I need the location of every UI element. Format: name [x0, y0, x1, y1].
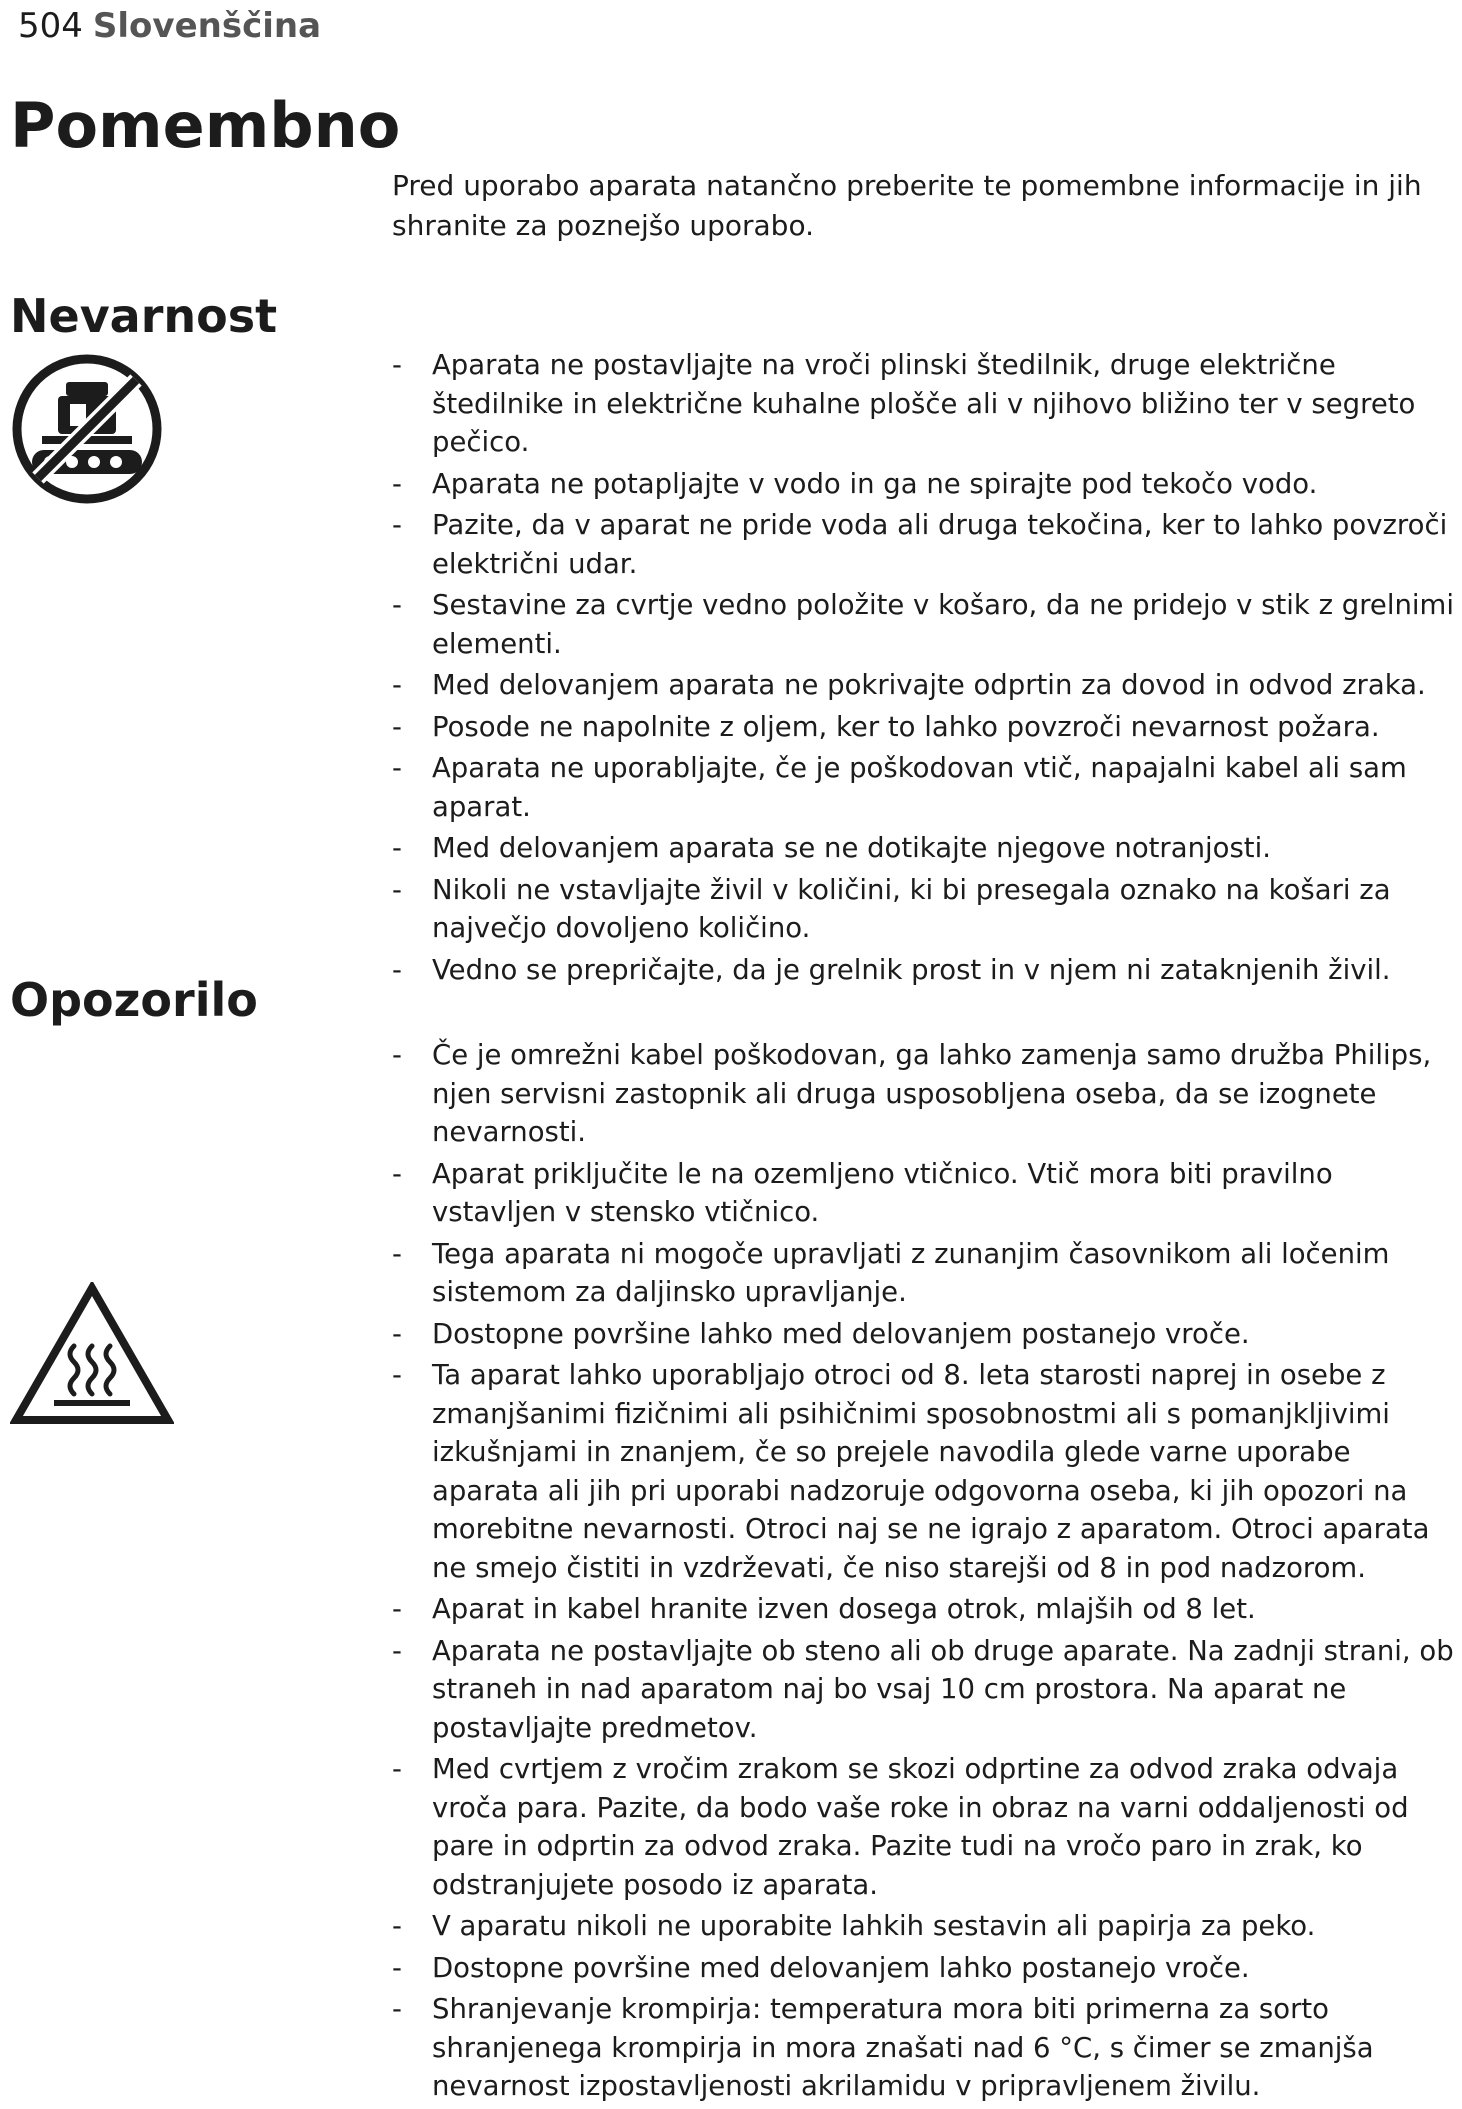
list-item: [392, 346, 1456, 462]
list-bullet: -: [392, 669, 402, 701]
list-bullet: -: [392, 752, 402, 784]
list-bullet: -: [392, 589, 402, 621]
list-item: [392, 465, 1456, 504]
list-bullet: -: [392, 1634, 402, 1667]
list-item-text: Aparata ne postavljajte na vroči plinski štedilnik, druge električne štedilnike in električne kuhalne plošče ali v njihovo bližino ter v segreto pečico.: [432, 349, 1416, 458]
list-bullet: -: [392, 1951, 402, 1984]
list-item: [392, 1907, 1456, 1946]
list-item: [392, 1356, 1456, 1587]
list-bullet: -: [392, 1039, 402, 1071]
list-item: [392, 951, 1456, 990]
page-header: [18, 4, 321, 48]
list-item-text: Aparata ne uporabljajte, če je poškodovan vtič, napajalni kabel ali sam aparat.: [432, 752, 1407, 823]
list-item: [392, 1036, 1456, 1152]
danger-list: [392, 346, 1456, 992]
list-bullet: -: [392, 509, 402, 541]
list-item-text: Posode ne napolnite z oljem, ker to lahko povzroči nevarnost požara.: [432, 710, 1380, 743]
list-item: [392, 1750, 1456, 1904]
list-item-text: Shranjevanje krompirja: temperatura mora biti primerna za sorto shranjenega krompirja in mora znašati nad 6 °C, s čimer se zmanjša nevarnost izpostavljenosti akrilamidu v pripravljenem živilu.: [432, 1993, 1374, 2102]
list-item: [392, 1155, 1456, 1232]
language-label: Slovenščina: [92, 6, 322, 46]
list-item: [392, 1990, 1456, 2106]
list-bullet: -: [392, 710, 402, 743]
list-item-text: Aparata ne postavljajte ob steno ali ob druge aparate. Na zadnji strani, ob straneh in nad aparatom naj bo vsaj 10 cm prostora. Na aparat ne postavljajte predmetov.: [432, 1634, 1454, 1744]
warning-heading: Opozorilo: [10, 973, 258, 1027]
danger-heading: Nevarnost: [10, 289, 278, 343]
list-item-text: Aparat priključite le na ozemljeno vtičnico. Vtič mora biti pravilno vstavljen v stensko vtičnico.: [432, 1157, 1333, 1228]
list-bullet: -: [392, 1910, 402, 1942]
list-bullet: -: [392, 1237, 402, 1270]
list-bullet: -: [392, 953, 402, 986]
list-bullet: -: [392, 1993, 402, 2025]
list-item-text: Tega aparata ni mogoče upravljati z zunanjim časovnikom ali ločenim sistemom za daljinsko upravljanje.: [432, 1237, 1390, 1308]
list-item: [392, 871, 1456, 948]
list-item-text: V aparatu nikoli ne uporabite lahkih sestavin ali papirja za peko.: [432, 1910, 1316, 1942]
list-item-text: Dostopne površine lahko med delovanjem postanejo vroče.: [432, 1317, 1250, 1350]
list-bullet: -: [392, 1359, 402, 1391]
list-item-text: Pazite, da v aparat ne pride voda ali druga tekočina, ker to lahko povzroči električni udar.: [432, 509, 1448, 580]
warning-list: [392, 1036, 1456, 2109]
list-item: [392, 1590, 1456, 1629]
list-item: [392, 1949, 1456, 1988]
list-bullet: -: [392, 832, 402, 864]
page-number: 504: [18, 6, 83, 46]
list-item-text: Dostopne površine med delovanjem lahko postanejo vroče.: [432, 1951, 1250, 1984]
list-bullet: -: [392, 1753, 402, 1785]
list-bullet: -: [392, 349, 402, 381]
page-title: Pomembno: [10, 89, 401, 162]
list-item: [392, 666, 1456, 705]
list-item: [392, 1632, 1456, 1748]
list-item: [392, 829, 1456, 868]
list-bullet: -: [392, 1317, 402, 1350]
list-item: [392, 586, 1456, 663]
list-item: [392, 749, 1456, 826]
list-item-text: Med cvrtjem z vročim zrakom se skozi odprtine za odvod zraka odvaja vroča para. Pazite, da bodo vaše roke in obraz na varni oddaljenosti od pare in odprtin za odvod zraka. Pazite tudi na vročo paro in zrak, ko odstranjujete posodo iz aparata.: [432, 1753, 1409, 1901]
list-item-text: Aparata ne potapljajte v vodo in ga ne spirajte pod tekočo vodo.: [432, 467, 1318, 500]
list-item-text: Aparat in kabel hranite izven dosega otrok, mlajših od 8 let.: [432, 1593, 1256, 1625]
list-item: [392, 506, 1456, 583]
list-item: [392, 708, 1456, 747]
list-item-text: Med delovanjem aparata se ne dotikajte njegove notranjosti.: [432, 832, 1271, 864]
list-bullet: -: [392, 1157, 402, 1190]
list-bullet: -: [392, 467, 402, 500]
list-item: [392, 1315, 1456, 1354]
list-bullet: -: [392, 1593, 402, 1625]
list-item-text: Vedno se prepričajte, da je grelnik prost in v njem ni zataknjenih živil.: [432, 953, 1391, 986]
list-item-text: Sestavine za cvrtje vedno položite v košaro, da ne pridejo v stik z grelnimi elementi.: [432, 589, 1454, 660]
list-item: [392, 1235, 1456, 1312]
list-item-text: Ta aparat lahko uporabljajo otroci od 8. leta starosti naprej in osebe z zmanjšanimi fizičnimi ali psihičnimi sposobnostmi ali s pomanjkljivimi izkušnjami in znanjem, če so prejele navodila glede varne uporabe aparata ali jih pri uporabi nadzoruje odgovorna oseba, ki jih opozori na morebitne nevarnosti. Otroci naj se ne igrajo z aparatom. Otroci aparata ne smejo čistiti in vzdrževati, če niso starejši od 8 in pod nadzorom.: [432, 1359, 1430, 1584]
list-item-text: Med delovanjem aparata ne pokrivajte odprtin za dovod in odvod zraka.: [432, 669, 1426, 701]
hot-surface-warning-icon: [10, 1282, 174, 1426]
list-item-text: Nikoli ne vstavljajte živil v količini, ki bi presegala oznako na košari za največjo dovoljeno količino.: [432, 873, 1391, 944]
list-bullet: -: [392, 873, 402, 906]
list-item-text: Če je omrežni kabel poškodovan, ga lahko zamenja samo družba Philips, njen servisni zastopnik ali druga usposobljena oseba, da se izognete nevarnosti.: [432, 1039, 1432, 1148]
intro-paragraph: Pred uporabo aparata natančno preberite te pomembne informacije in jih shranite za poznejšo uporabo.: [392, 169, 1422, 242]
no-hot-surface-icon: [10, 352, 164, 506]
